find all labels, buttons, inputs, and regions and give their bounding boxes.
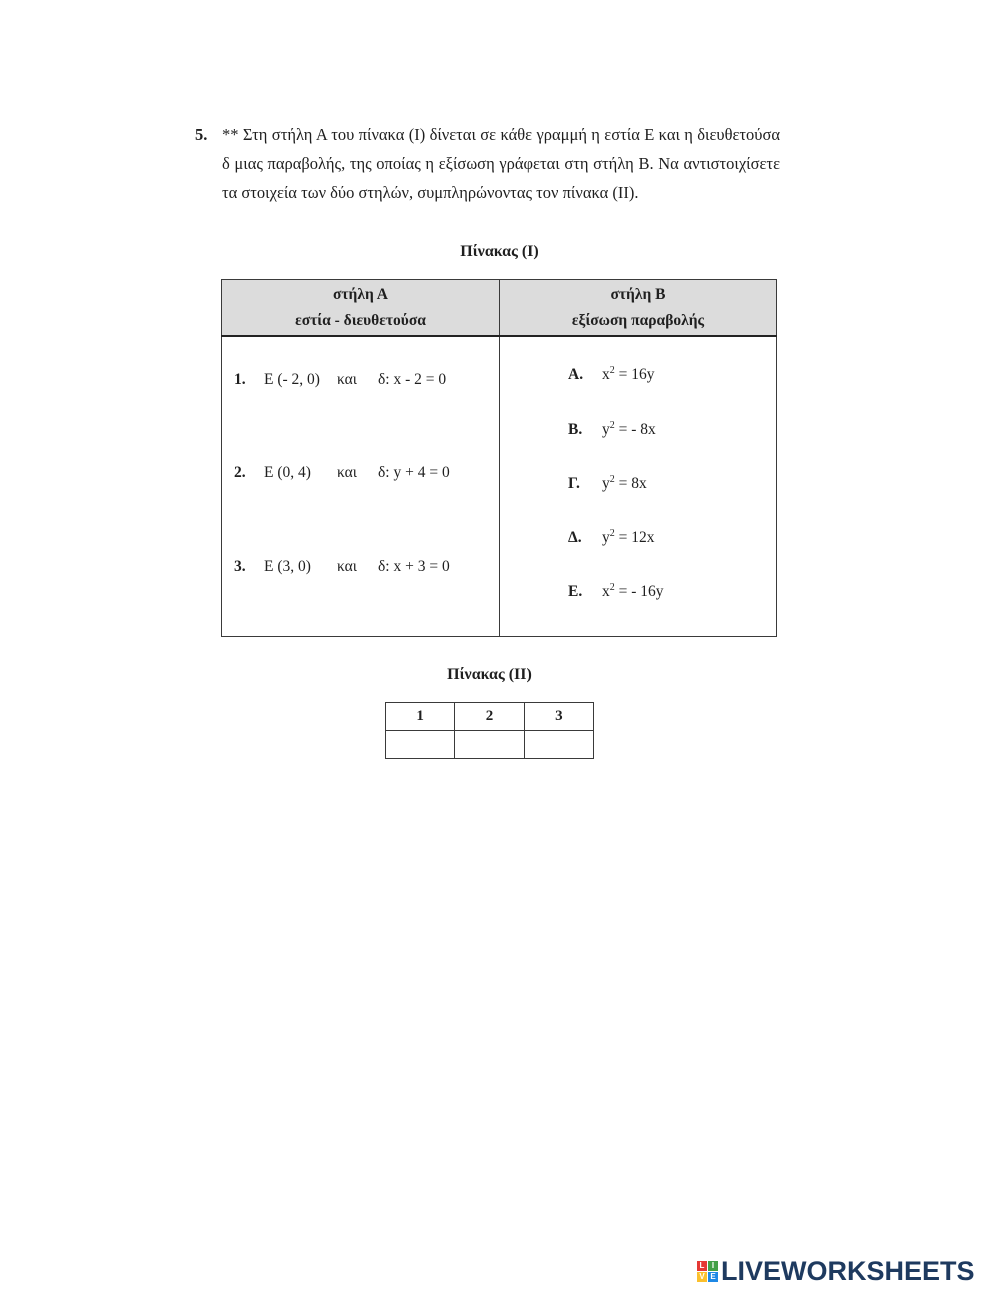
column-a-title: στήλη Α: [332, 285, 388, 303]
column-a-subtitle: εστία - διευθετούσα: [295, 311, 426, 329]
column-b-item: Ε. $x^2$ = - 16y: [568, 582, 664, 601]
logo-mark-tile: L: [697, 1261, 707, 1271]
logo-mark-tile: E: [708, 1272, 718, 1282]
column-a-header: [222, 280, 500, 337]
answer-cell-1[interactable]: [386, 731, 455, 759]
liveworksheets-logo: [697, 1256, 975, 1287]
answer-header: 3: [524, 703, 593, 731]
logo-mark-tile: V: [697, 1272, 707, 1282]
answer-cell-3[interactable]: [524, 731, 593, 759]
column-b-subtitle: εξίσωση παραβολής: [571, 311, 705, 329]
matching-table: [221, 279, 777, 637]
problem-text: ** Στη στήλη Α του πίνακα (Ι) δίνεται σε κάθε γραμμή η εστία Ε και η διευθετούσα δ μιας παραβολής, της οποίας η εξίσωση γράφεται στη στήλη Β. Να αντιστοιχίσετε τα στοιχεία των δύο στηλών, συμπληρώνοντας τον πίνακα (ΙΙ).: [222, 125, 780, 202]
column-b-item: Γ. $y^2 = 8x$: [568, 474, 647, 493]
problem-number: 5.: [195, 125, 208, 144]
logo-mark-tile: I: [708, 1261, 718, 1271]
problem-statement: [195, 120, 780, 207]
column-b-item: Β. $y^2$ = - 8x: [568, 420, 656, 439]
answer-table: [385, 702, 594, 759]
logo-mark-icon: [697, 1261, 718, 1282]
column-b-item: Δ. $y^2 = 12x$: [568, 528, 655, 547]
answer-header: 2: [455, 703, 524, 731]
table2-caption: Πίνακας (ΙΙ): [447, 666, 532, 683]
column-b-cell: [500, 336, 777, 637]
table1-caption: Πίνακας (Ι): [460, 243, 539, 260]
column-a-item: 2. Ε (0, 4) και δ: y + 4 = 0: [234, 464, 450, 481]
column-b-header: [500, 280, 777, 337]
column-a-item: 1. Ε (- 2, 0) και δ: x - 2 = 0: [234, 371, 447, 388]
column-b-item: Α. $x^2 = 16y$: [568, 365, 655, 384]
column-a-cell: [222, 336, 500, 637]
column-a-item: 3. Ε (3, 0) και δ: x + 3 = 0: [234, 558, 450, 575]
answer-cell-2[interactable]: [455, 731, 524, 759]
answer-header: 1: [386, 703, 455, 731]
logo-text: LIVEWORKSHEETS: [721, 1256, 975, 1286]
column-b-title: στήλη Β: [610, 285, 666, 303]
